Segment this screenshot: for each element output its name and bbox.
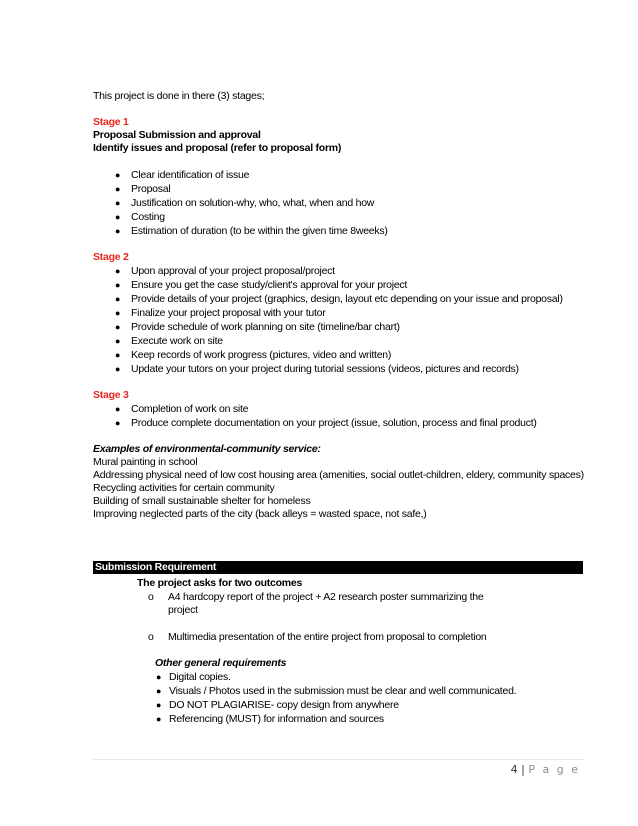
list-item: Digital copies. (169, 671, 231, 683)
bullet-icon: ● (115, 336, 121, 346)
list-item: Keep records of work progress (pictures, video and written) (131, 349, 392, 361)
list-item: Finalize your project proposal with your tutor (131, 307, 326, 319)
stage3-title: Stage 3 (93, 389, 129, 401)
list-item: Estimation of duration (to be within the given time 8weeks) (131, 225, 388, 237)
outcomes-title: The project asks for two outcomes (137, 577, 303, 589)
page-label: P a g e (528, 763, 580, 776)
bullet-icon: ● (156, 686, 162, 696)
list-item: DO NOT PLAGIARISE- copy design from anywhere (169, 699, 399, 711)
outcome-2: Multimedia presentation of the entire project from proposal to completion (168, 631, 487, 643)
list-item: Clear identification of issue (131, 169, 250, 181)
example-line: Recycling activities for certain community (93, 482, 275, 494)
example-line: Addressing physical need of low cost housing area (amenities, social outlet-children, eldery, community spaces) (93, 469, 584, 481)
bullet-icon: ● (115, 322, 121, 332)
list-item: Upon approval of your project proposal/project (131, 265, 335, 277)
list-item: Ensure you get the case study/client's approval for your project (131, 279, 408, 291)
bullet-icon: ● (115, 184, 121, 194)
list-item: Update your tutors on your project during tutorial sessions (videos, pictures and records) (131, 363, 519, 375)
list-item: Referencing (MUST) for information and sources (169, 713, 384, 725)
bullet-icon: ● (115, 198, 121, 208)
other-requirements-title: Other general requirements (155, 657, 287, 669)
submission-header-bar (93, 561, 583, 574)
submission-header: Submission Requirement (95, 561, 217, 573)
example-line: Building of small sustainable shelter for homeless (93, 495, 311, 507)
bullet-icon: ● (156, 672, 162, 682)
page-number: 4 (510, 763, 518, 776)
list-item: Costing (131, 211, 165, 223)
list-item: Visuals / Photos used in the submission must be clear and well communicated. (169, 685, 517, 697)
list-item: Execute work on site (131, 335, 223, 347)
bullet-icon: ● (115, 294, 121, 304)
bullet-icon: ● (156, 714, 162, 724)
bullet-icon: ● (115, 266, 121, 276)
bullet-icon: ● (115, 404, 121, 414)
page-footer (511, 763, 580, 777)
bullet-icon: ● (115, 350, 121, 360)
list-item: Produce complete documentation on your project (issue, solution, process and final product) (131, 417, 537, 429)
stage2-title: Stage 2 (93, 251, 129, 263)
intro-text: This project is done in there (3) stages; (93, 90, 265, 102)
circle-bullet-icon: o (148, 591, 154, 603)
stage1-title: Stage 1 (93, 116, 129, 128)
list-item: Completion of work on site (131, 403, 249, 415)
circle-bullet-icon: o (148, 631, 154, 643)
bullet-icon: ● (156, 700, 162, 710)
bullet-icon: ● (115, 308, 121, 318)
list-item: Proposal (131, 183, 171, 195)
footer-rule (93, 759, 583, 760)
stage1-subtitle-2: Identify issues and proposal (refer to proposal form) (93, 142, 342, 154)
bullet-icon: ● (115, 226, 121, 236)
bullet-icon: ● (115, 212, 121, 222)
bullet-icon: ● (115, 280, 121, 290)
list-item: Provide details of your project (graphics, design, layout etc depending on your issue and proposal) (131, 293, 563, 305)
bullet-icon: ● (115, 170, 121, 180)
example-line: Improving neglected parts of the city (back alleys = wasted space, not safe,) (93, 508, 427, 520)
outcome-1-cont: project (168, 604, 198, 616)
list-item: Justification on solution-why, who, what, when and how (131, 197, 375, 209)
bullet-icon: ● (115, 364, 121, 374)
outcome-1: A4 hardcopy report of the project + A2 research poster summarizing the (168, 591, 484, 603)
list-item: Provide schedule of work planning on site (timeline/bar chart) (131, 321, 400, 333)
stage1-subtitle: Proposal Submission and approval (93, 129, 261, 141)
footer-separator: | (521, 763, 525, 776)
examples-title: Examples of environmental-community service: (93, 443, 321, 455)
bullet-icon: ● (115, 418, 121, 428)
example-line: Mural painting in school (93, 456, 198, 468)
